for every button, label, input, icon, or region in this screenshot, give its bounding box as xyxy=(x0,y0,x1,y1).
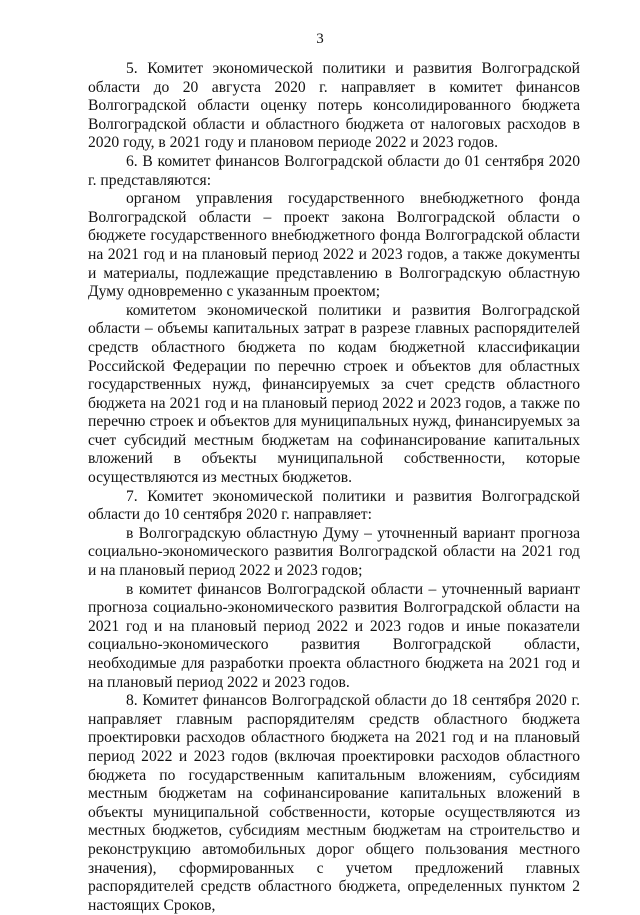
paragraph-item-6-fund: органом управления государственного внебюджетного фонда Волгоградской области – проект закона Волгоградской области о бюджете государственного внебюджетного фонда Волгоградской области на 2021 год и на плановый период 2022 и 2023 годов, а также документы и материалы, подлежащие представлению в Волгоградскую областную Думу одновременно с указанным проектом; xyxy=(88,190,580,301)
paragraph-item-7-duma: в Волгоградскую областную Думу – уточненный вариант прогноза социально-экономического развития Волгоградской области на 2021 год и на плановый период 2022 и 2023 годов; xyxy=(88,524,580,580)
paragraph-item-6: 6. В комитет финансов Волгоградской области до 01 сентября 2020 г. представляются: xyxy=(88,152,580,189)
page-number: 3 xyxy=(316,31,324,47)
paragraph-item-6-committee: комитетом экономической политики и развития Волгоградской области – объемы капитальных затрат в разрезе главных распорядителей средств областного бюджета по кодам бюджетной классификации Российской Федерации по перечню строек и объектов для областных государственных нужд, финансируемых за счет средств областного бюджета на 2021 год и на плановый период 2022 и 2023 годов, а также по перечню строек и объектов для муниципальных нужд, финансируемых за счет субсидий местным бюджетам на софинансирование капитальных вложений в объекты муниципальной собственности, которые осуществляются из местных бюджетов. xyxy=(88,301,580,487)
paragraph-item-5: 5. Комитет экономической политики и развития Волгоградской области до 20 августа 2020 г. направляет в комитет финансов Волгоградской области оценку потерь консолидированного бюджета Волгоградской области и областного бюджета от налоговых расходов в 2020 году, в 2021 году и плановом периоде 2022 и 2023 годов. xyxy=(88,60,580,152)
document-body xyxy=(88,60,580,915)
paragraph-item-7: 7. Комитет экономической политики и развития Волгоградской области до 10 сентября 2020 г. направляет: xyxy=(88,487,580,524)
paragraph-item-8: 8. Комитет финансов Волгоградской области до 18 сентября 2020 г. направляет главным распорядителям средств областного бюджета проектировки расходов областного бюджета на 2021 год и на плановый период 2022 и 2023 годов (включая проектировки расходов областного бюджета по государственным капитальным вложениям, субсидиям местным бюджетам на софинансирование капитальных вложений в объекты муниципальной собственности, которые осуществляются из местных бюджетов, субсидиям местным бюджетам на строительство и реконструкцию автомобильных дорог общего пользования местного значения), сформированных с учетом предложений главных распорядителей средств областного бюджета, определенных пунктом 2 настоящих Сроков, xyxy=(88,692,580,914)
paragraph-item-7-finance: в комитет финансов Волгоградской области – уточненный вариант прогноза социально-экономического развития Волгоградской области на 2021 год и на плановый период 2022 и 2023 годов и иные показатели социально-экономического развития Волгоградской области, необходимые для разработки проекта областного бюджета на 2021 год и на плановый период 2022 и 2023 годов. xyxy=(88,580,580,691)
